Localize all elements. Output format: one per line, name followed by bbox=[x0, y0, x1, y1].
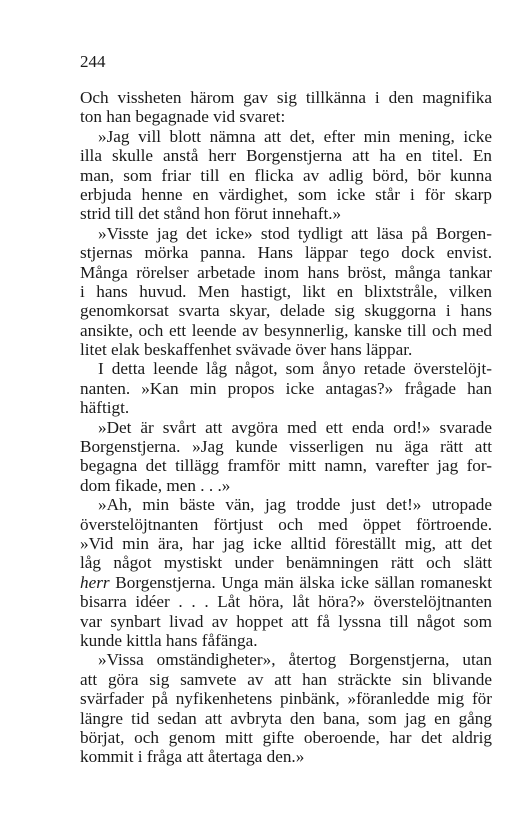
text-line: »Det är svårt att avgöra med ett enda ord!» svarade bbox=[98, 417, 492, 437]
text-line: var synbart livad av hoppet att få lyssna till något som bbox=[80, 611, 492, 631]
text-line: »Jag vill blott nämna att det, efter min mening, icke bbox=[98, 126, 492, 146]
text-line: svärfader på nyfikenhetens pinbänk, »föranledde mig för bbox=[80, 689, 492, 709]
text-line: man, som friar till en flicka av adlig börd, bör kunna bbox=[80, 165, 492, 185]
text-line: överstelöjtnanten förtjust och med öppet förtroende. bbox=[80, 514, 492, 534]
text-line: illa skulle anstå herr Borgenstjerna att ha en titel. En bbox=[80, 146, 492, 166]
text-line: begagna det tillägg framför mitt namn, varefter jag for- bbox=[80, 456, 492, 476]
text-line: låg något mystiskt under benämningen rätt och slätt bbox=[80, 553, 492, 573]
text-line: häftigt. bbox=[80, 398, 130, 418]
text-line: ansikte, och ett leende av besynnerlig, kanske till och med bbox=[80, 320, 492, 340]
text-line: ton han begagnade vid svaret: bbox=[80, 107, 286, 127]
text-line: herr Borgenstjerna. Unga män älska icke sällan romaneskt bbox=[80, 572, 492, 592]
text-line: strid till det stånd hon förut innehaft.» bbox=[80, 204, 342, 224]
text-line: dom fikade, men . . .» bbox=[80, 475, 231, 495]
text-line: Borgenstjerna. »Jag kunde visserligen nu äga rätt att bbox=[80, 437, 492, 457]
text-line: börjat, och genom mitt gifte oberoende, har det aldrig bbox=[80, 727, 492, 747]
text-line: genomkorsat svarta skyar, delade sig skuggorna i hans bbox=[80, 301, 492, 321]
text-line: erbjuda henne en värdighet, som icke står i för skarp bbox=[80, 184, 492, 204]
text-line: nanten. »Kan min propos icke antagas?» frågade han bbox=[80, 378, 492, 398]
text-line: bisarra idéer . . . Låt höra, låt höra?» överstelöjtnanten bbox=[80, 592, 492, 612]
text-line: stjernas mörka panna. Hans läppar tego dock envist. bbox=[80, 243, 492, 263]
text-line: i hans huvud. Men hastigt, likt en blixtstråle, vilken bbox=[80, 281, 492, 301]
text-line: Och vissheten härom gav sig tillkänna i den magnifika bbox=[80, 88, 492, 107]
text-line: »Vissa omständigheter», återtog Borgenstjerna, utan bbox=[98, 650, 492, 670]
text-line: kunde kittla hans fåfänga. bbox=[80, 630, 258, 650]
text-line: Många rörelser arbetade inom hans bröst, många tankar bbox=[80, 262, 492, 282]
text-line: längre tid sedan att avbryta den bana, som jag en gång bbox=[80, 708, 492, 728]
text-line: I detta leende låg något, som ånyo retade överstelöjt- bbox=[98, 359, 492, 379]
text-line: att göra sig samvete av att han sträckte sin blivande bbox=[80, 669, 492, 689]
text-line: kommit i fråga att återtaga den.» bbox=[80, 747, 305, 767]
text-line: litet elak beskaffenhet svävade över hans läppar. bbox=[80, 340, 413, 360]
body-text bbox=[80, 88, 492, 767]
text-line: »Vid min ära, har jag icke alltid föreställt mig, att det bbox=[80, 533, 492, 553]
text-line: »Ah, min bäste vän, jag trodde just det!» utropade bbox=[98, 495, 492, 515]
text-line: »Visste jag det icke» stod tydligt att läsa på Borgen- bbox=[98, 223, 492, 243]
page-number: 244 bbox=[80, 52, 106, 71]
